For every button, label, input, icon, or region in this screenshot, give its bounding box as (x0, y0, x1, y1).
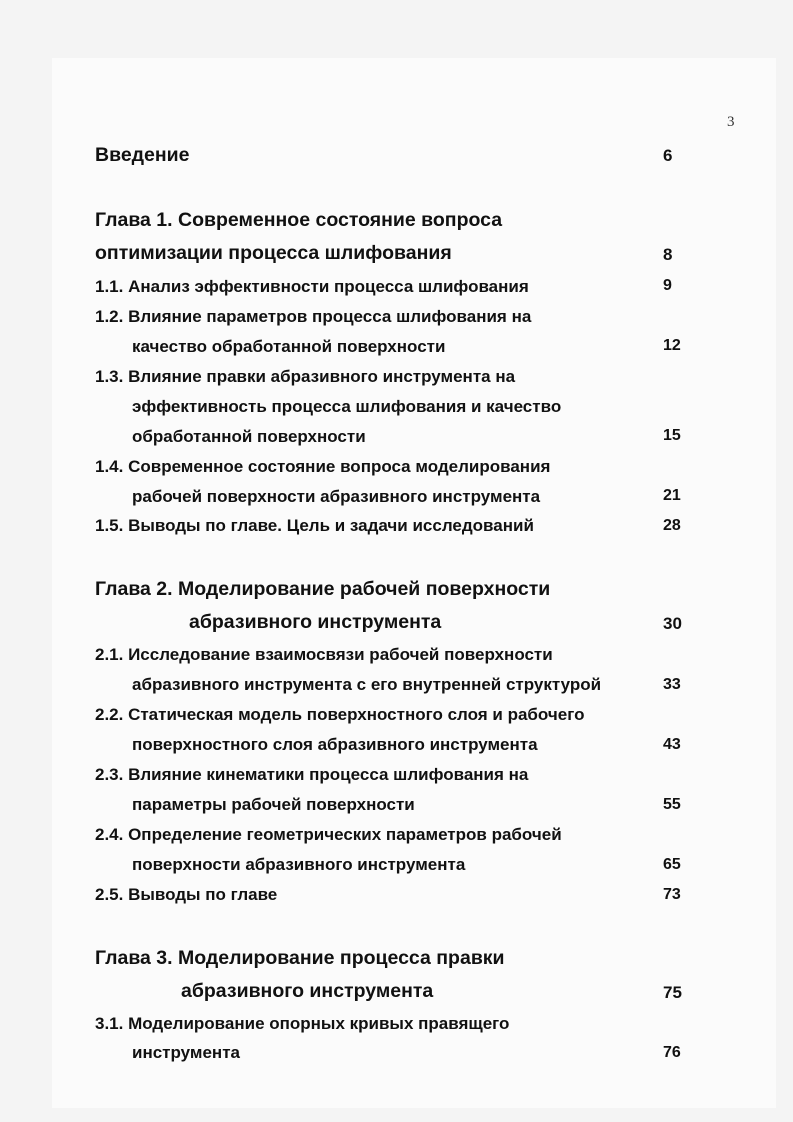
section-2-1-page: 33 (663, 676, 681, 693)
section-2-2-page: 43 (663, 736, 681, 753)
section-1-4-line1: 1.4. Современное состояние вопроса моделирования (95, 457, 551, 476)
section-1-3-line1: 1.3. Влияние правки абразивного инструмента на (95, 367, 516, 386)
section-2-2-line1: 2.2. Статическая модель поверхностного слоя и рабочего (95, 705, 585, 724)
section-2-5-page: 73 (663, 886, 681, 903)
section-1-3-line2: эффективность процесса шлифования и качество (132, 397, 562, 416)
chapter3-title-line2: абразивного инструмента (181, 980, 434, 1002)
section-3-1-line1: 3.1. Моделирование опорных кривых правящего (95, 1014, 510, 1033)
section-2-4-line2: поверхности абразивного инструмента (132, 855, 466, 874)
chapter2-title-line1: Глава 2. Моделирование рабочей поверхности (95, 578, 551, 600)
chapter1-title-line2: оптимизации процесса шлифования (95, 242, 452, 264)
section-2-2-line2: поверхностного слоя абразивного инструмента (132, 735, 538, 754)
section-2-3-line1: 2.3. Влияние кинематики процесса шлифования на (95, 765, 529, 784)
chapter3-title-line1: Глава 3. Моделирование процесса правки (95, 947, 505, 969)
chapter1-page: 8 (663, 245, 673, 264)
chapter2-title-line2: абразивного инструмента (189, 611, 442, 633)
section-1-1-page: 9 (663, 277, 672, 294)
section-1-5-page: 28 (663, 517, 681, 534)
section-1-2-line1: 1.2. Влияние параметров процесса шлифования на (95, 307, 532, 326)
intro-title: Введение (95, 144, 190, 166)
section-2-1-line1: 2.1. Исследование взаимосвязи рабочей поверхности (95, 645, 553, 664)
section-2-4-page: 65 (663, 856, 681, 873)
section-1-1-line1: 1.1. Анализ эффективности процесса шлифования (95, 277, 529, 296)
section-1-4-page: 21 (663, 487, 681, 504)
section-3-1-line2: инструмента (132, 1043, 240, 1062)
chapter1-title-line1: Глава 1. Современное состояние вопроса (95, 209, 503, 231)
page-number: 3 (727, 114, 735, 130)
section-1-2-line2: качество обработанной поверхности (132, 337, 446, 356)
intro-page: 6 (663, 146, 673, 165)
chapter3-page: 75 (663, 983, 682, 1002)
section-1-4-line2: рабочей поверхности абразивного инструмента (132, 487, 541, 506)
section-1-5-line1: 1.5. Выводы по главе. Цель и задачи исследований (95, 516, 534, 535)
section-2-4-line1: 2.4. Определение геометрических параметров рабочей (95, 825, 562, 844)
section-2-3-line2: параметры рабочей поверхности (132, 795, 415, 814)
section-1-3-page: 15 (663, 427, 681, 444)
section-3-1-page: 76 (663, 1044, 681, 1061)
section-1-2-page: 12 (663, 337, 681, 354)
section-2-5-line1: 2.5. Выводы по главе (95, 885, 278, 904)
section-1-3-line3: обработанной поверхности (132, 427, 366, 446)
section-2-1-line2: абразивного инструмента с его внутренней структурой (132, 675, 602, 694)
chapter2-page: 30 (663, 614, 682, 633)
section-2-3-page: 55 (663, 796, 681, 813)
